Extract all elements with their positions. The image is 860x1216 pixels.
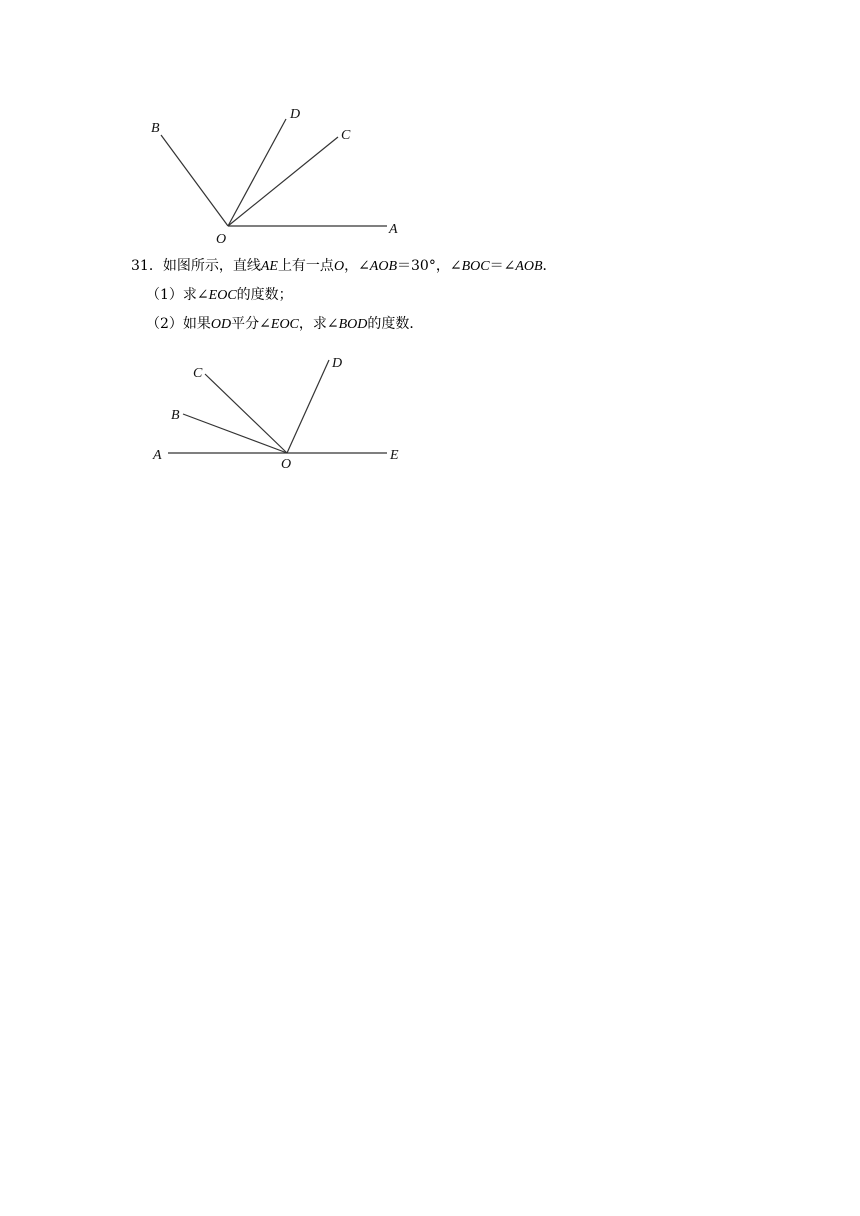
angle-AOB: AOB: [369, 259, 398, 274]
q1-prefix: （1）求: [146, 287, 197, 303]
q2-prefix: （2）如果: [146, 316, 211, 332]
angle-symbol: ∠: [358, 258, 370, 274]
problem-31-statement: [131, 256, 557, 277]
equals-30: ＝30°: [397, 258, 436, 274]
line-name: AE: [260, 259, 278, 274]
separator: ，: [435, 258, 450, 274]
angle-EOC: EOC: [270, 317, 299, 332]
statement-intro: 如图所示，直线: [162, 258, 261, 274]
label-B: B: [151, 121, 160, 136]
angle-BOD: BOD: [338, 317, 368, 332]
equals-sign: ＝: [489, 258, 504, 274]
ray-OD-name: OD: [210, 317, 232, 332]
label-C: C: [341, 128, 351, 143]
ray-OD: [287, 360, 329, 453]
ray-OC: [228, 137, 338, 226]
label-E: E: [390, 448, 399, 463]
label-C: C: [193, 366, 203, 381]
ray-OC: [205, 374, 287, 453]
period: ．: [542, 258, 557, 274]
q2-mid: 平分: [231, 316, 260, 332]
question-1: [146, 285, 293, 306]
angle-symbol: ∠: [449, 258, 462, 274]
label-D: D: [332, 356, 343, 371]
separator: ，: [344, 258, 359, 274]
figure-1-diagram: [0, 0, 860, 260]
label-O: O: [216, 232, 227, 247]
label-B: B: [171, 408, 180, 423]
point-name: O: [333, 259, 345, 274]
angle-symbol: ∠: [503, 258, 516, 274]
label-A: A: [153, 448, 162, 463]
angle-symbol: ∠: [326, 316, 339, 332]
label-A: A: [389, 222, 398, 237]
problem-number: 31．: [131, 258, 163, 274]
q1-suffix: 的度数；: [236, 287, 293, 303]
angle-EOC: EOC: [208, 288, 237, 303]
q2-suffix: 的度数．: [367, 316, 424, 332]
label-D: D: [290, 107, 301, 122]
ray-OB: [183, 414, 287, 453]
angle-symbol: ∠: [196, 287, 209, 303]
angle-AOB: AOB: [515, 259, 543, 274]
q2-mid2: ，求: [298, 316, 327, 332]
figure-2-diagram: [0, 340, 860, 480]
statement-on-point: 上有一点: [277, 258, 334, 274]
label-O: O: [281, 457, 292, 472]
ray-OD: [228, 119, 286, 226]
ray-OB: [161, 135, 228, 226]
question-2: [146, 314, 423, 335]
angle-BOC: BOC: [461, 259, 490, 274]
angle-symbol: ∠: [259, 316, 271, 332]
